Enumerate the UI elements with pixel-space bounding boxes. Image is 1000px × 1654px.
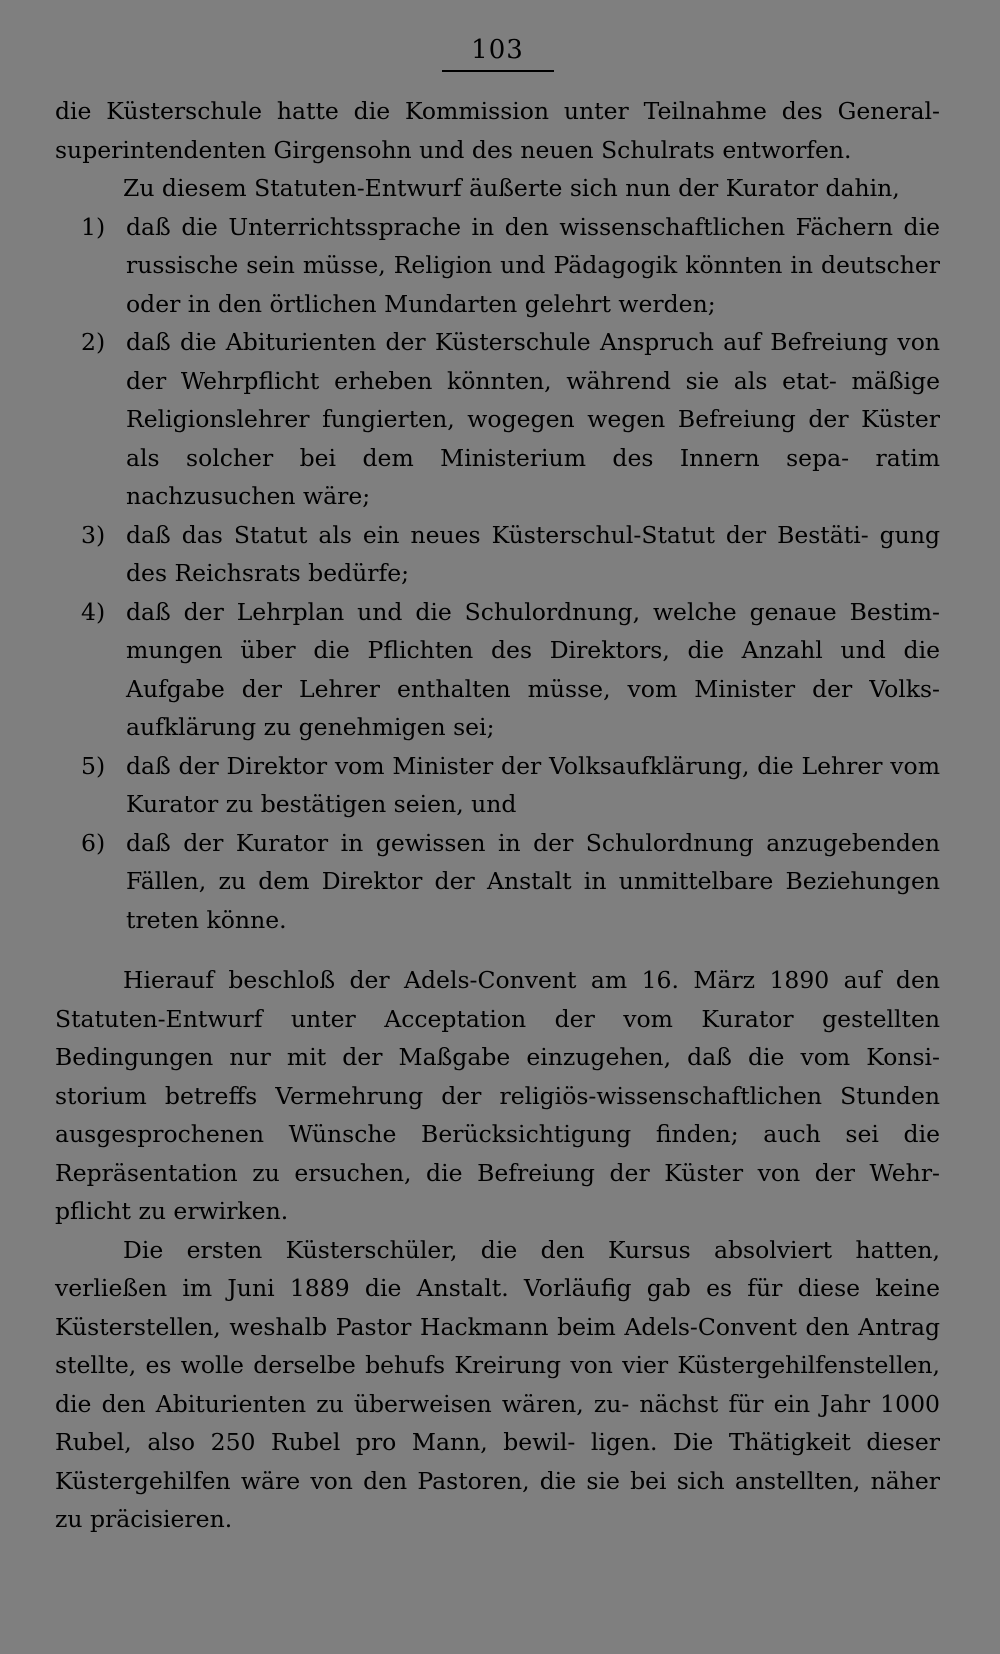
first-graduates-paragraph: Die ersten Küsterschüler, die den Kursus absolviert hatten, verließen im Juni 1889 die Anstalt. Vorläufig gab es für diese keine Küsterstellen, weshalb Pastor Hackmann beim Adels-Convent den Antrag stellte, es wolle derselbe behufs Kreirung von vier Küstergehilfenstellen, die den Abiturienten zu überweisen wären, zu- nächst für ein Jahr 1000 Rubel, also 250 Rubel pro Mann, bewil- ligen. Die Thätigkeit dieser Küstergehilfen wäre von den Pastoren, die sie bei sich anstellten, näher zu präcisieren.	[55, 1235, 940, 1533]
condition-item	[55, 747, 940, 824]
condition-text: daß der Kurator in gewissen in der Schulordnung anzugebenden Fällen, zu dem Direktor der Anstalt in unmittelbare Beziehungen treten könne.	[126, 828, 940, 934]
page-number-rule	[442, 70, 554, 72]
page-number: 103	[471, 35, 524, 65]
condition-text: daß die Abiturienten der Küsterschule Anspruch auf Befreiung von der Wehrpflicht erheben könnten, während sie als etat- mäßige Religionslehrer fungierten, wogegen wegen Befreiung der Küster als solcher bei dem Ministerium des Innern sepa- ratim nachzusuchen wäre;	[126, 328, 940, 510]
condition-item	[55, 824, 940, 940]
condition-text: daß die Unterrichtssprache in den wissenschaftlichen Fächern die russische sein müsse, Religion und Pädagogik könnten in deutscher oder in den örtlichen Mundarten gelehrt werden;	[126, 212, 940, 318]
conditions-list	[55, 208, 940, 940]
condition-number: 2)	[81, 328, 106, 356]
condition-item	[55, 323, 940, 516]
condition-text: daß der Direktor vom Minister der Volksaufklärung, die Lehrer vom Kurator zu bestätigen seien, und	[126, 751, 940, 818]
body-text	[55, 92, 940, 1539]
condition-text: daß das Statut als ein neues Küsterschul-Statut der Bestäti- gung des Reichsrats bedürfe;	[126, 520, 940, 587]
opening-paragraph: die Küsterschule hatte die Kommission unter Teilnahme des General- superintendenten Girgensohn und des neuen Schulrats entworfen.	[55, 97, 940, 164]
condition-item	[55, 593, 940, 747]
condition-number: 1)	[81, 212, 106, 241]
condition-text: daß der Lehrplan und die Schulordnung, welche genaue Bestim- mungen über die Pflichten des Direktors, die Anzahl und die Aufgabe der Lehrer enthalten müsse, vom Minister der Volks- aufklärung zu genehmigen sei;	[126, 597, 940, 741]
condition-number: 6)	[81, 828, 106, 857]
condition-item	[55, 208, 940, 324]
condition-item	[55, 516, 940, 593]
condition-number: 3)	[81, 520, 106, 549]
condition-number: 4)	[81, 597, 106, 626]
kurator-intro-paragraph: Zu diesem Statuten-Entwurf äußerte sich nun der Kurator dahin,	[123, 174, 900, 202]
convent-decision-paragraph: Hierauf beschloß der Adels-Convent am 16. März 1890 auf den Statuten-Entwurf unter Acceptation der vom Kurator gestellten Bedingungen nur mit der Maßgabe einzugehen, daß die vom Konsi- storium betreffs Vermehrung der religiös-wissenschaftlichen Stunden ausgesprochenen Wünsche Berücksichtigung finden; auch sei die Repräsentation zu ersuchen, die Befreiung der Küster von der Wehr- pflicht zu erwirken.	[55, 966, 940, 1225]
condition-number: 5)	[81, 751, 106, 780]
